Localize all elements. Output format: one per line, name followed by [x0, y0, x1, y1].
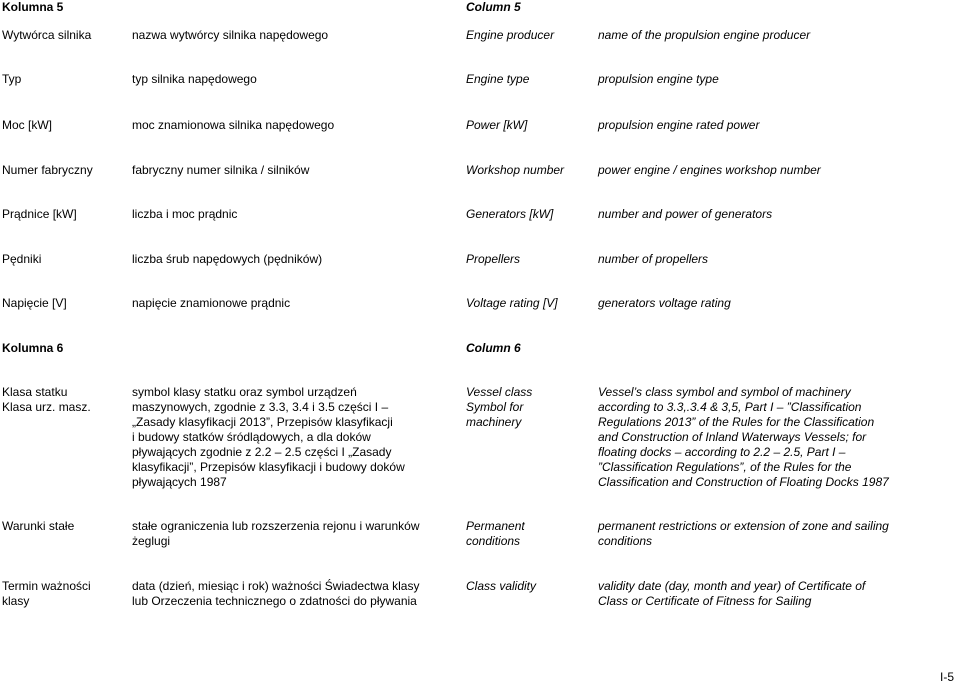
- text-line: according to 3.3,.3.4 & 3,5, Part I – ”Classification: [598, 400, 862, 414]
- text-line: klasyfikacji”, Przepisów klasyfikacji i budowy doków: [132, 460, 405, 474]
- label-line: Vessel class: [466, 385, 533, 399]
- field-description-pl: moc znamionowa silnika napędowego: [132, 118, 335, 132]
- field-label-pl: Moc [kW]: [2, 118, 52, 132]
- field-label-en: [466, 385, 586, 430]
- text-line: ”Classification Regulations”, of the Rules for the: [598, 460, 852, 474]
- field-label-pl: Typ: [2, 72, 22, 86]
- text-line: pływających 1987: [132, 475, 227, 489]
- text-line: and Construction of Inland Waterways Vessels; for: [598, 430, 867, 444]
- field-description-pl: liczba i moc prądnic: [132, 207, 238, 221]
- text-line: żeglugi: [132, 534, 171, 548]
- field-label-pl: [2, 579, 122, 609]
- field-description-pl: liczba śrub napędowych (pędników): [132, 252, 323, 266]
- field-description-en: [598, 579, 912, 609]
- field-label-en: Generators [kW]: [466, 207, 554, 221]
- label-line: Klasa statku: [2, 385, 68, 399]
- text-line: symbol klasy statku oraz symbol urządzeń: [132, 385, 357, 399]
- text-line: pływających zgodnie z 2.2 – 2.5 części I „Zasady: [132, 445, 392, 459]
- text-line: Vessel’s class symbol and symbol of machinery: [598, 385, 851, 399]
- text-line: i budowy statków śródlądowych, a dla doków: [132, 430, 371, 444]
- field-description-en: number of propellers: [598, 252, 709, 266]
- label-line: Symbol for: [466, 400, 524, 414]
- field-description-pl: fabryczny numer silnika / silników: [132, 163, 310, 177]
- text-line: validity date (day, month and year) of Certificate of: [598, 579, 866, 593]
- text-line: „Zasady klasyfikacji 2013”, Przepisów klasyfikacji: [132, 415, 393, 429]
- label-line: conditions: [466, 534, 521, 548]
- field-label-pl: Pędniki: [2, 252, 42, 266]
- field-description-en: [598, 385, 912, 490]
- field-description-pl: typ silnika napędowego: [132, 72, 257, 86]
- text-line: stałe ograniczenia lub rozszerzenia rejonu i warunków: [132, 519, 420, 533]
- label-line: Termin ważności: [2, 579, 91, 593]
- field-description-pl: napięcie znamionowe prądnic: [132, 296, 291, 310]
- label-line: klasy: [2, 594, 30, 608]
- field-description-pl: [132, 579, 446, 609]
- field-label-en: Engine type: [466, 72, 530, 86]
- text-line: lub Orzeczenia technicznego o zdatności do pływania: [132, 594, 417, 608]
- field-label-pl: Prądnice [kW]: [2, 207, 77, 221]
- field-description-pl: nazwa wytwórcy silnika napędowego: [132, 28, 329, 42]
- field-label-en: Propellers: [466, 252, 521, 266]
- field-label-en: Engine producer: [466, 28, 555, 42]
- section-title-pl: Kolumna 5: [2, 0, 64, 14]
- field-label-pl: Numer fabryczny: [2, 163, 93, 177]
- field-label-en: Voltage rating [V]: [466, 296, 558, 310]
- text-line: conditions: [598, 534, 653, 548]
- field-description-en: [598, 519, 912, 549]
- text-line: Regulations 2013” of the Rules for the Classification: [598, 415, 875, 429]
- text-line: Class or Certificate of Fitness for Sailing: [598, 594, 812, 608]
- section-title-en: Column 6: [466, 341, 521, 355]
- field-label-en: Power [kW]: [466, 118, 528, 132]
- field-label-en: Class validity: [466, 579, 537, 593]
- label-line: machinery: [466, 415, 522, 429]
- field-label-en: Workshop number: [466, 163, 565, 177]
- field-label-pl: Warunki stałe: [2, 519, 75, 533]
- field-description-en: name of the propulsion engine producer: [598, 28, 811, 42]
- field-description-en: power engine / engines workshop number: [598, 163, 821, 177]
- label-line: Permanent: [466, 519, 525, 533]
- field-description-en: propulsion engine rated power: [598, 118, 760, 132]
- field-description-pl: [132, 385, 446, 490]
- text-line: maszynowych, zgodnie z 3.3, 3.4 i 3.5 części I –: [132, 400, 389, 414]
- section-title-en: Column 5: [466, 0, 521, 14]
- page-number: I-5: [940, 670, 955, 684]
- field-label-pl: [2, 385, 122, 415]
- section-title-pl: Kolumna 6: [2, 341, 64, 355]
- label-line: Klasa urz. masz.: [2, 400, 91, 414]
- field-label-en: [466, 519, 586, 549]
- field-description-en: generators voltage rating: [598, 296, 731, 310]
- text-line: Classification and Construction of Floating Docks 1987: [598, 475, 889, 489]
- text-line: permanent restrictions or extension of zone and sailing: [598, 519, 889, 533]
- field-description-pl: [132, 519, 446, 549]
- text-line: floating docks – according to 2.2 – 2.5, Part I –: [598, 445, 846, 459]
- text-line: data (dzień, miesiąc i rok) ważności Świadectwa klasy: [132, 579, 420, 593]
- field-description-en: number and power of generators: [598, 207, 773, 221]
- field-label-pl: Wytwórca silnika: [2, 28, 92, 42]
- field-description-en: propulsion engine type: [598, 72, 719, 86]
- field-label-pl: Napięcie [V]: [2, 296, 67, 310]
